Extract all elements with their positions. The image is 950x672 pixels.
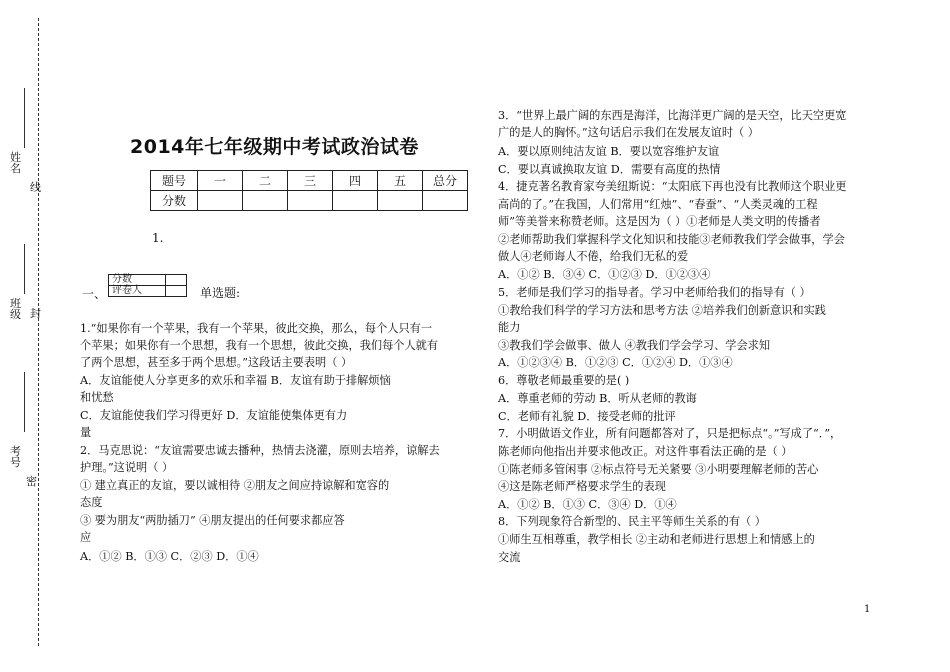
question-line: 护理。”这说明（ ） xyxy=(80,461,174,474)
marker-1: 1. xyxy=(152,231,164,245)
seal-marker: 封 xyxy=(30,307,41,320)
score-table-score-row xyxy=(151,191,468,211)
grader-box xyxy=(108,274,187,297)
score-table-header-cell: 三 xyxy=(288,171,333,191)
secret-marker: 密 xyxy=(26,475,37,488)
score-cell xyxy=(243,191,288,211)
option-line: 量 xyxy=(80,426,92,439)
question-line: 师”等美誉来称赞老师。这是因为（ ）①老师是人类文明的传播者 xyxy=(498,215,821,228)
score-cell xyxy=(198,191,243,211)
option-line: A．尊重老师的劳动 B．听从老师的教诲 xyxy=(498,392,697,405)
class-underline xyxy=(24,244,25,294)
option-line: 应 xyxy=(80,531,92,544)
score-table-header-cell: 四 xyxy=(333,171,378,191)
question-line: 2．马克思说：“友谊需要忠诚去播种，热情去浇灌，原则去培养，谅解去 xyxy=(80,444,440,457)
question-line: 个苹果；如果你有一个思想，我有一个思想，彼此交换，我们每个人就有 xyxy=(80,339,439,352)
score-row-label: 分数 xyxy=(151,191,198,211)
option-line: A．要以原则纯洁友谊 B．要以宽容维护友谊 xyxy=(498,145,720,158)
score-table-header-row xyxy=(151,171,468,191)
option-line: 能力 xyxy=(498,321,521,334)
answer-choices: A．①② B．③④ C．①②③ D．①②③④ xyxy=(498,268,711,281)
question-line: 做人④老师诲人不倦，给我们无私的爱 xyxy=(498,250,689,263)
grader-name-cell xyxy=(166,286,187,297)
question-line: 8．下列现象符合新型的、民主平等师生关系的有（ ） xyxy=(498,515,766,528)
score-cell xyxy=(333,191,378,211)
score-table-header-cell: 二 xyxy=(243,171,288,191)
score-table-header-cell: 一 xyxy=(198,171,243,191)
question-line: 3．“世界上最广阔的东西是海洋，比海洋更广阔的是天空，比天空更宽 xyxy=(498,109,847,122)
exam-title: 2014年七年级期中考试政治试卷 xyxy=(130,136,419,158)
question-line: 4．捷克著名教育家夸美纽斯说：“太阳底下再也没有比教师这个职业更 xyxy=(498,180,847,193)
section-number: 一、 xyxy=(82,287,107,301)
option-line: ①陈老师多管闲事 ②标点符号无关紧要 ③小明要理解老师的苦心 xyxy=(498,463,819,476)
name-underline xyxy=(24,88,25,148)
score-cell xyxy=(423,191,468,211)
option-line: C．友谊能使我们学习得更好 D．友谊能使集体更有力 xyxy=(80,409,348,422)
score-table-header-cell: 总分 xyxy=(423,171,468,191)
option-line: ③教我们学会做事、做人 ④教我们学会学习、学会求知 xyxy=(498,339,771,352)
question-line: 1.“如果你有一个苹果，我有一个苹果，彼此交换，那么，每个人只有一 xyxy=(80,322,433,335)
class-label: 班级 xyxy=(10,297,21,321)
question-line: 高尚的了。”在我国，人们常用“红烛”、“春蚕”、“人类灵魂的工程 xyxy=(498,198,818,211)
score-table xyxy=(150,170,468,211)
option-line: ① 建立真正的友谊，要以诚相待 ②朋友之间应持谅解和宽容的 xyxy=(80,479,390,492)
score-table-header-cell: 题号 xyxy=(151,171,198,191)
question-line: 广的是人的胸怀。”这句话启示我们在发展友谊时（ ） xyxy=(498,126,759,139)
answer-choices: A．①②③④ B．①②③ C．①②④ D．①③④ xyxy=(498,356,733,369)
option-line: A．友谊能使人分享更多的欢乐和幸福 B．友谊有助于排解烦恼 xyxy=(80,374,391,387)
exam-number-underline xyxy=(24,372,25,432)
option-line: 态度 xyxy=(80,496,103,509)
binding-dashed-line xyxy=(38,18,39,646)
score-table-header-cell: 五 xyxy=(378,171,423,191)
question-line: 陈老师向他指出并要求他改正。对这件事看法正确的是（ ） xyxy=(498,445,793,458)
option-line: ①教给我们科学的学习方法和思考方法 ②培养我们创新意识和实践 xyxy=(498,304,826,317)
name-label: 姓名 xyxy=(10,151,21,175)
option-line: C．老师有礼貌 D．接受老师的批评 xyxy=(498,410,676,423)
option-line: ①师生互相尊重，教学相长 ②主动和老师进行思想上和情感上的 xyxy=(498,533,815,546)
option-line: C．要以真诚换取友谊 D．需要有高度的热情 xyxy=(498,163,721,176)
question-line: 7．小明做语文作业，所有问题都答对了，只是把标点“。”写成了“．”， xyxy=(498,427,842,440)
answer-choices: A．①② B．①③ C．②③ D．①④ xyxy=(80,550,259,563)
score-cell xyxy=(288,191,333,211)
answer-choices: A．①② B．①③ C．③④ D．①④ xyxy=(498,498,677,511)
question-line: ②老师帮助我们掌握科学文化知识和技能③老师教我们学会做事，学会 xyxy=(498,233,845,246)
grader-name-label: 评卷人 xyxy=(109,286,166,297)
grader-score-label: 分数 xyxy=(109,275,166,286)
line-marker: 线 xyxy=(30,181,41,194)
question-line: 5．老师是我们学习的指导者。学习中老师给我们的指导有（ ） xyxy=(498,286,811,299)
question-line: 了两个思想，甚至多于两个思想。”这段话主要表明（ ） xyxy=(80,356,353,369)
exam-number-label: 考号 xyxy=(10,445,21,469)
grader-score-cell xyxy=(166,275,187,286)
option-line: ④这是陈老师严格要求学生的表现 xyxy=(498,480,666,493)
option-line: ③ 要为朋友“两肋插刀” ④朋友提出的任何要求都应答 xyxy=(80,514,345,527)
option-line: 和忧愁 xyxy=(80,391,114,404)
question-line: 6．尊敬老师最重要的是( ) xyxy=(498,374,630,387)
score-cell xyxy=(378,191,423,211)
section-label: 单选题: xyxy=(200,286,241,300)
page-number: 1 xyxy=(864,604,871,615)
option-line: 交流 xyxy=(498,551,521,564)
